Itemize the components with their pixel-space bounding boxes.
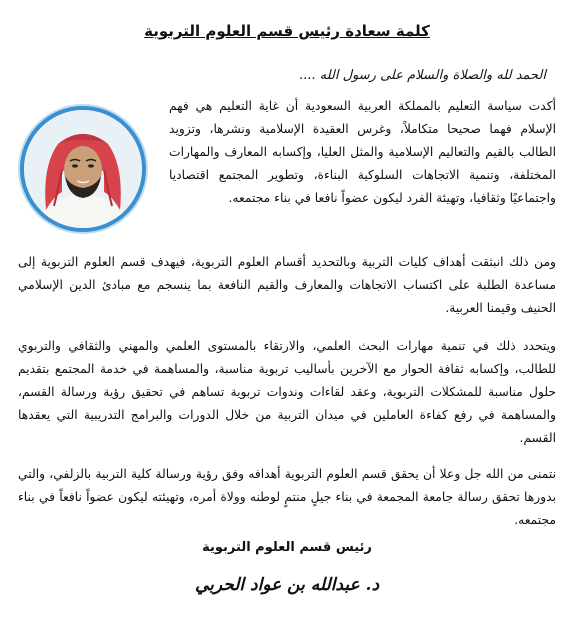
greeting-line: الحمد لله والصلاة والسلام على رسول الله ....: [298, 68, 546, 83]
paragraph-1: أكدت سياسة التعليم بالمملكة العربية السعودية أن غاية التعليم هي فهم الإسلام فهما صحيحا متكاملاً، وغرس العقيدة الإسلامية ونشرها، وتزويد الطالب بالقيم والتعاليم الإسلامية والمثل العليا، وإكسابه المعارف والمهارات المختلفة، وتنمية الاتجاهات السلوكية البناءة، وتطوير المجتمع اقتصاديا واجتماعيًا وثقافيا، وتهيئة الفرد ليكون عضواً نافعا في بناء مجتمعه.: [169, 99, 556, 205]
author-portrait: [20, 106, 146, 232]
signature-name: د. عبدالله بن عواد الحربي: [194, 575, 380, 595]
page-title: كلمة سعادة رئيس قسم العلوم التربوية: [144, 22, 430, 40]
signature-title: رئيس قسم العلوم التربوية: [202, 540, 372, 555]
portrait-image: [24, 110, 142, 228]
paragraph-3: ويتحدد ذلك في تنمية مهارات البحث العلمي، والارتقاء بالمستوى العلمي والمهني والثقافي والتربوي للطالب، وإكسابه ثقافة الحوار مع الآخرين بأساليب تربوية مناسبة، والمساهمة في خدمة المجتمع بتقديم حلول مناسبة للمشكلات التربوية، وعقد لقاءات وندوات تربوية تساهم في تحقيق رؤية ورسالة القسم، والمساهمة في رفع كفاءة العاملين في ميدان التربية من خلال الدورات والبرامج التدريبية التي يعقدها القسم.: [18, 339, 556, 445]
paragraph-4: نتمنى من الله جل وعلا أن يحقق قسم العلوم التربوية أهدافه وفق رؤية ورسالة كلية التربية بالزلفي، والتي بدورها تحقق رسالة جامعة المجمعة في بناء جيلٍ منتمٍ لوطنه وولاة أمره، وتهيئته ليكون عضواً نافعاً في بناء مجتمعه.: [18, 467, 556, 527]
paragraph-2: ومن ذلك انبثقت أهداف كليات التربية وبالتحديد أقسام العلوم التربوية، فيهدف قسم العلوم التربوية إلى مساعدة الطلبة على اكتساب الاتجاهات والمعارف والقيم النافعة بما ينسجم مع مبادئ الدين الإسلامي الحنيف وقيمنا العربية.: [18, 255, 556, 315]
